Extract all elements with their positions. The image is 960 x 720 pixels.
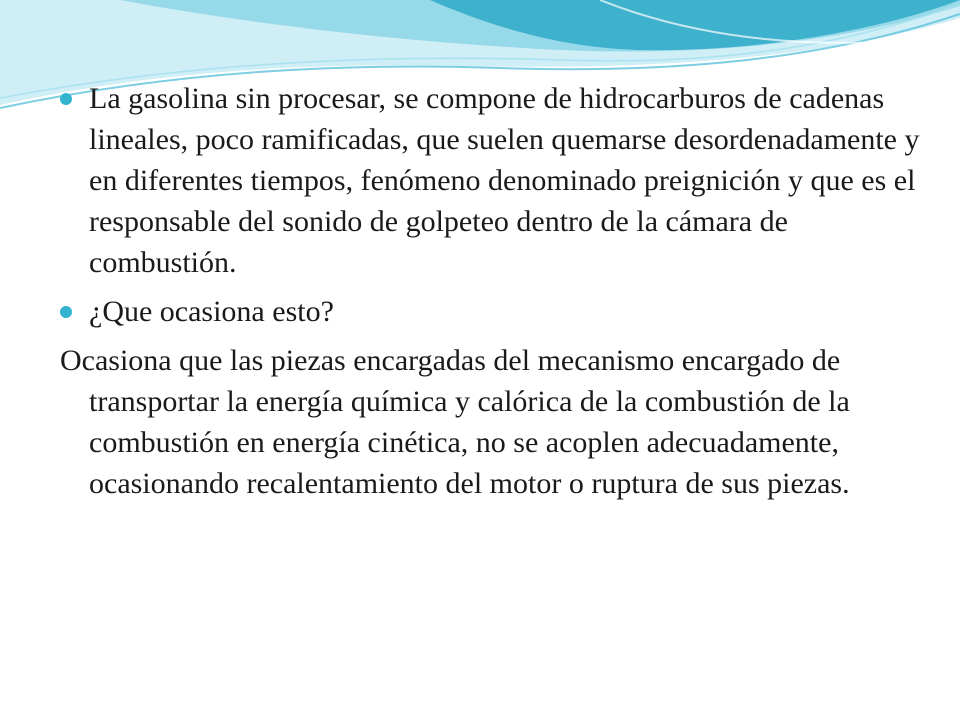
bullet-item-2 — [60, 291, 920, 332]
bullet-dot-icon — [60, 306, 72, 318]
bullet-dot-icon — [60, 93, 72, 105]
body-paragraph: Ocasiona que las piezas encargadas del mecanismo encargado de transportar la energía química y calórica de la combustión de la combustión en energía cinética, no se acoplen adecuadamente, ocasionando recalentamiento del motor o ruptura de sus piezas. — [60, 344, 850, 500]
slide-body — [60, 78, 920, 504]
bullet-text: ¿Que ocasiona esto? — [89, 295, 334, 328]
bullet-text: La gasolina sin procesar, se compone de hidrocarburos de cadenas lineales, poco ramificadas, que suelen quemarse desordenadamente y en diferentes tiempos, fenómeno denominado preignición y que es el responsable del sonido de golpeteo dentro de la cámara de combustión. — [89, 82, 920, 279]
bullet-item-1 — [60, 78, 920, 283]
